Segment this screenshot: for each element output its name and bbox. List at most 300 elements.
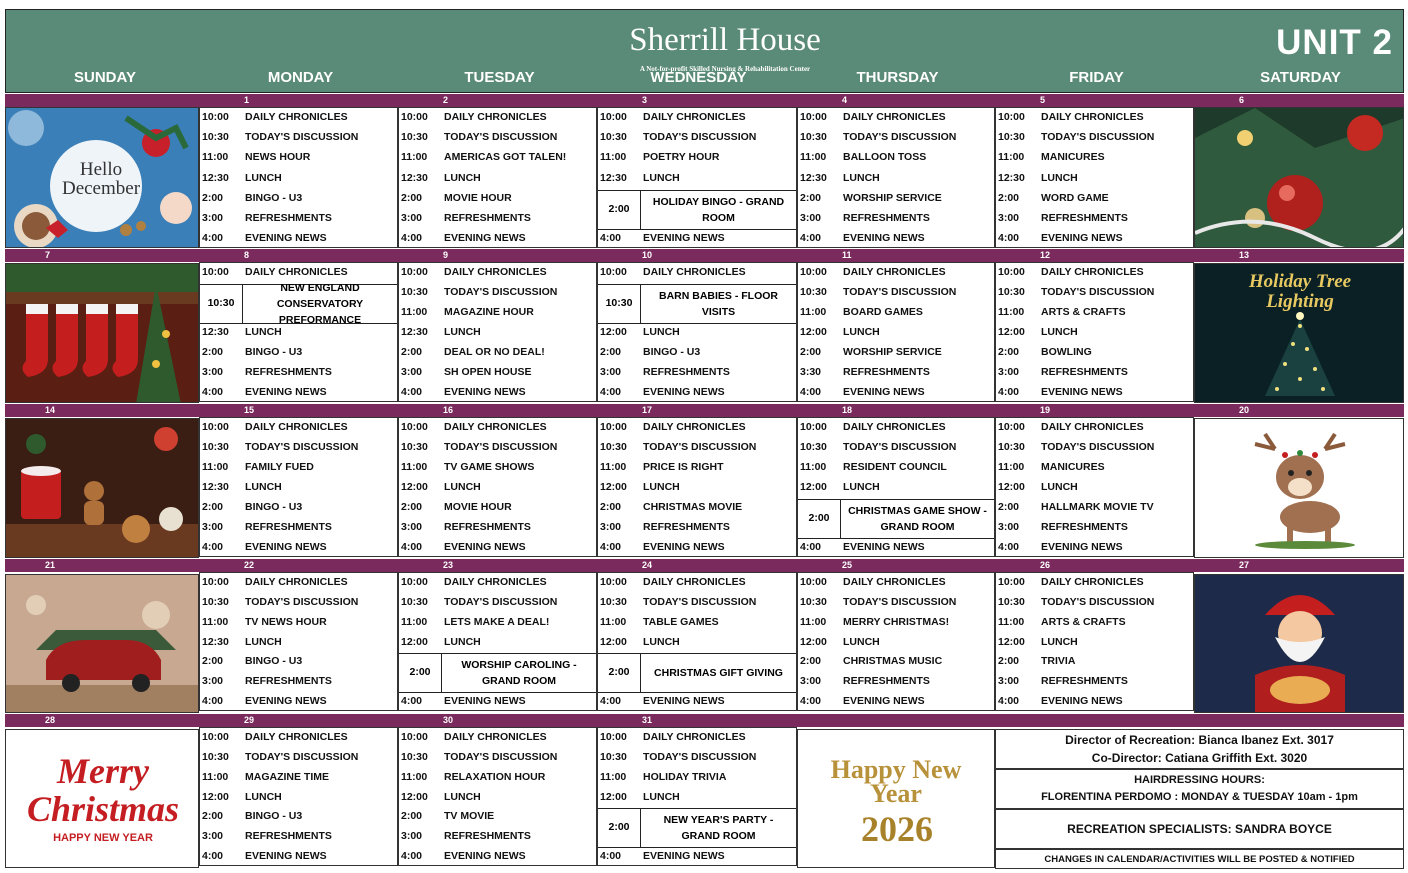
event-time: 2:00 [202, 191, 224, 204]
event-time: 12:30 [202, 481, 229, 493]
day-number: 15 [244, 405, 255, 415]
event-time: 3:00 [800, 211, 822, 224]
day-cell [199, 727, 398, 866]
day-number: 7 [45, 250, 51, 260]
event-name: DAILY CHRONICLES [643, 111, 746, 124]
hello-december-text: Hello December [61, 159, 141, 199]
event-time: 12:00 [401, 790, 428, 803]
event-name: WORSHIP SERVICE [843, 346, 942, 358]
event-time: 10:30 [800, 131, 827, 144]
event-name: LUNCH [843, 635, 880, 648]
event-name: TODAY'S DISCUSSION [643, 595, 757, 608]
event-name: TODAY'S DISCUSSION [245, 131, 359, 144]
event-name: DAILY CHRONICLES [245, 730, 348, 743]
event-name: BARN BABIES - FLOOR VISITS [640, 285, 796, 323]
event-time: 2:00 [800, 655, 822, 668]
page-title: Sherrill House [629, 22, 821, 58]
event-time: 3:00 [600, 366, 622, 378]
year-2026-text: 2026 [861, 809, 933, 849]
event-name: LUNCH [843, 481, 880, 493]
event-time: 10:30 [800, 441, 827, 453]
hello-december-image [5, 107, 199, 248]
event-time: 11:00 [401, 461, 428, 473]
event-name: LUNCH [444, 171, 481, 184]
event-time: 10:30 [600, 131, 627, 144]
event-time: 12:00 [998, 635, 1025, 648]
day-number: 19 [1040, 405, 1051, 415]
event-time: 11:00 [600, 151, 627, 164]
event-name: REFRESHMENTS [245, 675, 332, 688]
event-time: 11:00 [998, 615, 1025, 628]
event-time: 4:00 [998, 695, 1020, 708]
event-name: DAILY CHRONICLES [1041, 266, 1144, 278]
event-time: 10:30 [998, 131, 1025, 144]
event-name: LUNCH [245, 635, 282, 648]
event-name: LUNCH [1041, 635, 1078, 648]
event-name: TODAY'S DISCUSSION [843, 595, 957, 608]
page-subtitle: A Not-for-profit Skilled Nursing & Rehabilitation Center [639, 65, 811, 73]
event-name: EVENING NEWS [643, 850, 725, 863]
hairdressing-title: HAIRDRESSING HOURS: [1134, 774, 1265, 786]
day-cell [199, 417, 398, 557]
event-time: 4:00 [600, 850, 622, 863]
event-name: BOWLING [1041, 346, 1092, 358]
event-time: 10:30 [998, 286, 1025, 298]
event-name: LUNCH [444, 635, 481, 648]
day-number: 1 [244, 95, 250, 105]
event-time: 2:00 [409, 666, 431, 679]
day-number: 10 [642, 250, 653, 260]
event-name: LUNCH [843, 171, 880, 184]
day-number: 27 [1239, 560, 1250, 570]
event-time: 2:00 [998, 346, 1020, 358]
event-name: DAILY CHRONICLES [643, 266, 746, 278]
event-time: 2:00 [401, 191, 423, 204]
event-name: DEAL OR NO DEAL! [444, 346, 545, 358]
event-time: 12:00 [998, 326, 1025, 338]
event-name: BOARD GAMES [843, 306, 923, 318]
new-year-image [797, 729, 995, 868]
event-name: EVENING NEWS [843, 386, 925, 398]
hairdressing-hours: FLORENTINA PERDOMO : MONDAY & TUESDAY 10am - 1pm [1041, 791, 1358, 803]
event-name: CHRISTMAS MOVIE [643, 501, 743, 513]
event-name: EVENING NEWS [1041, 386, 1123, 398]
event-time: 12:30 [202, 326, 229, 338]
event-time: 4:00 [401, 386, 423, 398]
event-time: 2:00 [808, 512, 830, 524]
event-name: BINGO - U3 [643, 346, 701, 358]
week-band [5, 404, 1404, 417]
ornaments-icon [1195, 108, 1404, 248]
event-time: 10:00 [800, 266, 827, 278]
event-time: 2:00 [401, 501, 423, 513]
event-name: MANICURES [1041, 461, 1105, 473]
day-number: 24 [642, 560, 653, 570]
day-cell [797, 572, 995, 711]
event-time: 10:00 [600, 421, 627, 433]
event-name: MOVIE HOUR [444, 501, 512, 513]
event-box [598, 808, 796, 848]
event-time: 12:30 [202, 635, 229, 648]
event-name: DAILY CHRONICLES [245, 575, 348, 588]
event-name: REFRESHMENTS [1041, 675, 1128, 688]
event-name: TODAY'S DISCUSSION [444, 750, 558, 763]
staff-info [995, 729, 1404, 769]
event-time: 2:00 [800, 346, 822, 358]
day-header-saturday: SATURDAY [1260, 69, 1341, 86]
event-name: EVENING NEWS [843, 695, 925, 708]
day-number: 8 [244, 250, 250, 260]
event-time: 4:00 [998, 386, 1020, 398]
event-time: 12:00 [401, 635, 428, 648]
event-time: 12:00 [800, 481, 827, 493]
happy-new-year-2026-text: Happy New Year [830, 755, 962, 808]
day-cell [398, 262, 597, 402]
tree-lighting-text: Holiday Tree Lighting [1248, 271, 1352, 312]
day-number: 12 [1040, 250, 1051, 260]
event-name: DAILY CHRONICLES [245, 421, 348, 433]
event-name: NEW ENGLAND CONSERVATORY PREFORMANCE [242, 285, 397, 323]
event-time: 3:00 [202, 675, 224, 688]
event-time: 4:00 [600, 695, 622, 708]
event-time: 4:00 [401, 541, 423, 553]
event-name: DAILY CHRONICLES [643, 421, 746, 433]
event-time: 2:00 [202, 810, 224, 823]
event-name: LUNCH [643, 326, 680, 338]
day-header-friday: FRIDAY [1069, 69, 1124, 86]
event-time: 4:00 [800, 541, 822, 553]
event-time: 10:30 [800, 286, 827, 298]
day-number: 25 [842, 560, 853, 570]
reindeer-icon [1195, 419, 1404, 558]
event-name: HOLIDAY TRIVIA [643, 770, 727, 783]
event-time: 11:00 [202, 770, 229, 783]
day-number: 22 [244, 560, 255, 570]
event-time: 3:00 [401, 830, 423, 843]
event-name: EVENING NEWS [643, 695, 725, 708]
day-number: 4 [842, 95, 848, 105]
event-time: 11:00 [600, 461, 627, 473]
day-header-thursday: THURSDAY [856, 69, 939, 86]
event-time: 10:30 [600, 750, 627, 763]
event-box [598, 284, 796, 324]
day-number: 9 [443, 250, 449, 260]
day-cell [995, 262, 1194, 402]
event-name: EVENING NEWS [444, 386, 526, 398]
event-time: 2:00 [401, 346, 423, 358]
day-cell [597, 727, 797, 866]
event-name: DAILY CHRONICLES [843, 421, 946, 433]
event-name: LUNCH [444, 326, 481, 338]
event-time: 12:30 [401, 326, 428, 338]
event-name: TODAY'S DISCUSSION [1041, 131, 1155, 144]
event-name: TODAY'S DISCUSSION [843, 441, 957, 453]
event-name: LUNCH [245, 171, 282, 184]
day-number: 2 [443, 95, 449, 105]
event-name: LUNCH [643, 481, 680, 493]
event-time: 11:00 [800, 151, 827, 164]
event-time: 10:30 [202, 441, 229, 453]
gingerbread-icon [6, 419, 199, 558]
changes-notice [995, 849, 1404, 869]
event-name: ARTS & CRAFTS [1041, 306, 1126, 318]
event-time: 4:00 [800, 386, 822, 398]
event-name: DAILY CHRONICLES [444, 730, 547, 743]
event-time: 3:00 [202, 830, 224, 843]
director-line: Director of Recreation: Bianca Ibanez Ext. 3017 [1065, 733, 1334, 747]
event-time: 12:00 [998, 481, 1025, 493]
event-time: 4:00 [401, 850, 423, 863]
event-name: AMERICAS GOT TALEN! [444, 151, 567, 164]
event-time: 12:30 [800, 171, 827, 184]
day-number: 21 [45, 560, 56, 570]
event-time: 10:30 [401, 286, 428, 298]
event-name: DAILY CHRONICLES [245, 111, 348, 124]
event-time: 10:00 [600, 730, 627, 743]
christmas-car-image [5, 574, 199, 713]
event-name: EVENING NEWS [643, 541, 725, 553]
event-box [200, 284, 397, 324]
event-time: 4:00 [800, 231, 822, 244]
event-time: 10:30 [998, 441, 1025, 453]
event-time: 3:00 [800, 675, 822, 688]
event-name: LUNCH [643, 635, 680, 648]
event-box [399, 653, 596, 693]
event-name: TODAY'S DISCUSSION [444, 286, 558, 298]
event-time: 10:00 [998, 575, 1025, 588]
event-time: 10:30 [998, 595, 1025, 608]
event-name: BINGO - U3 [245, 501, 303, 513]
day-cell [995, 417, 1194, 557]
event-time: 4:00 [998, 541, 1020, 553]
event-box [598, 190, 796, 230]
event-time: 4:00 [202, 386, 224, 398]
event-time: 4:00 [202, 695, 224, 708]
event-name: TODAY'S DISCUSSION [245, 750, 359, 763]
event-name: TODAY'S DISCUSSION [444, 131, 558, 144]
event-time: 3:00 [998, 675, 1020, 688]
event-time: 11:00 [600, 615, 627, 628]
event-time: 3:00 [202, 366, 224, 378]
tree-lighting-image [1194, 263, 1404, 403]
event-name: BINGO - U3 [245, 191, 303, 204]
event-name: DAILY CHRONICLES [444, 111, 547, 124]
event-name: LUNCH [1041, 326, 1078, 338]
event-name: EVENING NEWS [1041, 231, 1123, 244]
unit-label: UNIT 2 [1276, 23, 1393, 62]
event-name: LUNCH [245, 481, 282, 493]
event-time: 4:00 [202, 541, 224, 553]
event-name: LUNCH [1041, 171, 1078, 184]
event-name: EVENING NEWS [1041, 695, 1123, 708]
event-name: LUNCH [444, 481, 481, 493]
event-name: LUNCH [643, 171, 680, 184]
event-time: 4:00 [401, 695, 423, 708]
event-name: TODAY'S DISCUSSION [1041, 595, 1155, 608]
event-name: DAILY CHRONICLES [444, 421, 547, 433]
santa-image [1194, 574, 1404, 713]
event-time: 11:00 [202, 615, 229, 628]
event-name: TV NEWS HOUR [245, 615, 327, 628]
event-time: 11:00 [401, 615, 428, 628]
event-name: TV MOVIE [444, 810, 495, 823]
event-time: 10:00 [600, 111, 627, 124]
event-time: 4:00 [998, 231, 1020, 244]
event-name: DAILY CHRONICLES [245, 266, 348, 278]
event-time: 2:00 [202, 346, 224, 358]
day-number: 14 [45, 405, 56, 415]
event-time: 11:00 [202, 151, 229, 164]
event-time: 2:00 [600, 501, 622, 513]
event-name: REFRESHMENTS [245, 521, 332, 533]
day-cell [398, 107, 597, 248]
day-cell [398, 417, 597, 557]
event-name: CHRISTMAS GIFT GIVING [640, 654, 796, 692]
event-time: 12:00 [800, 635, 827, 648]
event-time: 10:30 [202, 131, 229, 144]
event-time: 2:00 [608, 821, 630, 834]
day-number: 6 [1239, 95, 1245, 105]
event-box [798, 499, 994, 539]
day-cell [199, 572, 398, 711]
event-name: REFRESHMENTS [444, 521, 531, 533]
event-time: 12:00 [202, 790, 229, 803]
event-name: TRIVIA [1041, 655, 1076, 668]
event-name: TODAY'S DISCUSSION [444, 595, 558, 608]
day-number: 20 [1239, 405, 1250, 415]
event-time: 10:00 [600, 266, 627, 278]
event-name: EVENING NEWS [245, 231, 327, 244]
event-time: 3:00 [600, 521, 622, 533]
event-name: EVENING NEWS [843, 231, 925, 244]
event-name: DAILY CHRONICLES [643, 730, 746, 743]
event-name: REFRESHMENTS [843, 211, 930, 224]
event-name: REFRESHMENTS [444, 211, 531, 224]
happy-new-year-text: HAPPY NEW YEAR [53, 832, 153, 844]
event-time: 10:00 [401, 421, 428, 433]
event-name: DAILY CHRONICLES [1041, 111, 1144, 124]
event-name: EVENING NEWS [643, 231, 725, 244]
event-name: LUNCH [444, 790, 481, 803]
event-time: 12:30 [600, 171, 627, 184]
event-name: REFRESHMENTS [245, 830, 332, 843]
day-cell [597, 262, 797, 402]
event-box [598, 653, 796, 693]
event-time: 10:30 [207, 297, 235, 309]
event-time: 11:00 [998, 151, 1025, 164]
event-time: 10:00 [401, 730, 428, 743]
day-number: 30 [443, 715, 454, 725]
calendar-header [5, 9, 1404, 93]
event-name: EVENING NEWS [444, 541, 526, 553]
day-number: 28 [45, 715, 56, 725]
event-name: REFRESHMENTS [444, 830, 531, 843]
event-time: 12:30 [202, 171, 229, 184]
event-time: 3:00 [998, 211, 1020, 224]
event-time: 10:00 [401, 266, 428, 278]
event-name: LUNCH [843, 326, 880, 338]
event-name: HOLIDAY BINGO - GRAND ROOM [640, 191, 796, 229]
event-time: 10:30 [202, 750, 229, 763]
event-name: PRICE IS RIGHT [643, 461, 724, 473]
day-number: 5 [1040, 95, 1046, 105]
day-number: 18 [842, 405, 853, 415]
event-time: 4:00 [600, 541, 622, 553]
event-time: 10:00 [998, 266, 1025, 278]
event-time: 10:00 [202, 575, 229, 588]
week-band [5, 94, 1404, 107]
event-time: 10:30 [605, 297, 633, 309]
event-name: SH OPEN HOUSE [444, 366, 532, 378]
event-time: 12:00 [600, 790, 627, 803]
event-name: EVENING NEWS [843, 541, 925, 553]
event-time: 11:00 [800, 615, 827, 628]
event-name: TODAY'S DISCUSSION [643, 441, 757, 453]
event-name: REFRESHMENTS [1041, 211, 1128, 224]
car-icon [6, 575, 199, 713]
event-name: BALLOON TOSS [843, 151, 927, 164]
event-name: MERRY CHRISTMAS! [843, 615, 950, 628]
event-name: RESIDENT COUNCIL [843, 461, 947, 473]
event-time: 2:00 [202, 501, 224, 513]
event-time: 3:00 [401, 211, 423, 224]
event-name: RELAXATION HOUR [444, 770, 546, 783]
event-name: MANICURES [1041, 151, 1105, 164]
event-time: 12:00 [600, 481, 627, 493]
event-name: REFRESHMENTS [843, 366, 930, 378]
event-time: 10:00 [202, 730, 229, 743]
day-cell [597, 417, 797, 557]
event-time: 10:30 [800, 595, 827, 608]
day-number: 23 [443, 560, 454, 570]
event-name: FAMILY FUED [245, 461, 314, 473]
event-name: EVENING NEWS [1041, 541, 1123, 553]
event-name: BINGO - U3 [245, 346, 303, 358]
event-time: 10:30 [401, 131, 428, 144]
event-name: MAGAZINE TIME [245, 770, 329, 783]
day-cell [597, 572, 797, 711]
changes-line: CHANGES IN CALENDAR/ACTIVITIES WILL BE POSTED & NOTIFIED [1044, 854, 1355, 865]
day-cell [597, 107, 797, 248]
event-name: TV GAME SHOWS [444, 461, 535, 473]
event-time: 10:30 [202, 595, 229, 608]
event-time: 4:00 [401, 231, 423, 244]
event-time: 11:00 [401, 151, 428, 164]
event-time: 2:00 [600, 346, 622, 358]
reindeer-image [1194, 418, 1404, 558]
day-cell [199, 262, 398, 402]
event-time: 3:00 [998, 366, 1020, 378]
santa-icon [1195, 575, 1404, 713]
event-name: DAILY CHRONICLES [1041, 575, 1144, 588]
day-number: 26 [1040, 560, 1051, 570]
day-header-tuesday: TUESDAY [464, 69, 535, 86]
day-cell [398, 727, 597, 866]
event-name: LUNCH [643, 790, 680, 803]
event-name: DAILY CHRONICLES [843, 111, 946, 124]
day-cell [797, 417, 995, 557]
event-time: 4:00 [800, 695, 822, 708]
event-name: EVENING NEWS [444, 850, 526, 863]
event-time: 12:00 [401, 481, 428, 493]
event-time: 10:00 [202, 421, 229, 433]
event-time: 2:00 [800, 191, 822, 204]
event-time: 10:00 [202, 111, 229, 124]
event-time: 4:00 [202, 231, 224, 244]
event-name: REFRESHMENTS [1041, 521, 1128, 533]
event-name: TABLE GAMES [643, 615, 719, 628]
event-name: MOVIE HOUR [444, 191, 512, 204]
